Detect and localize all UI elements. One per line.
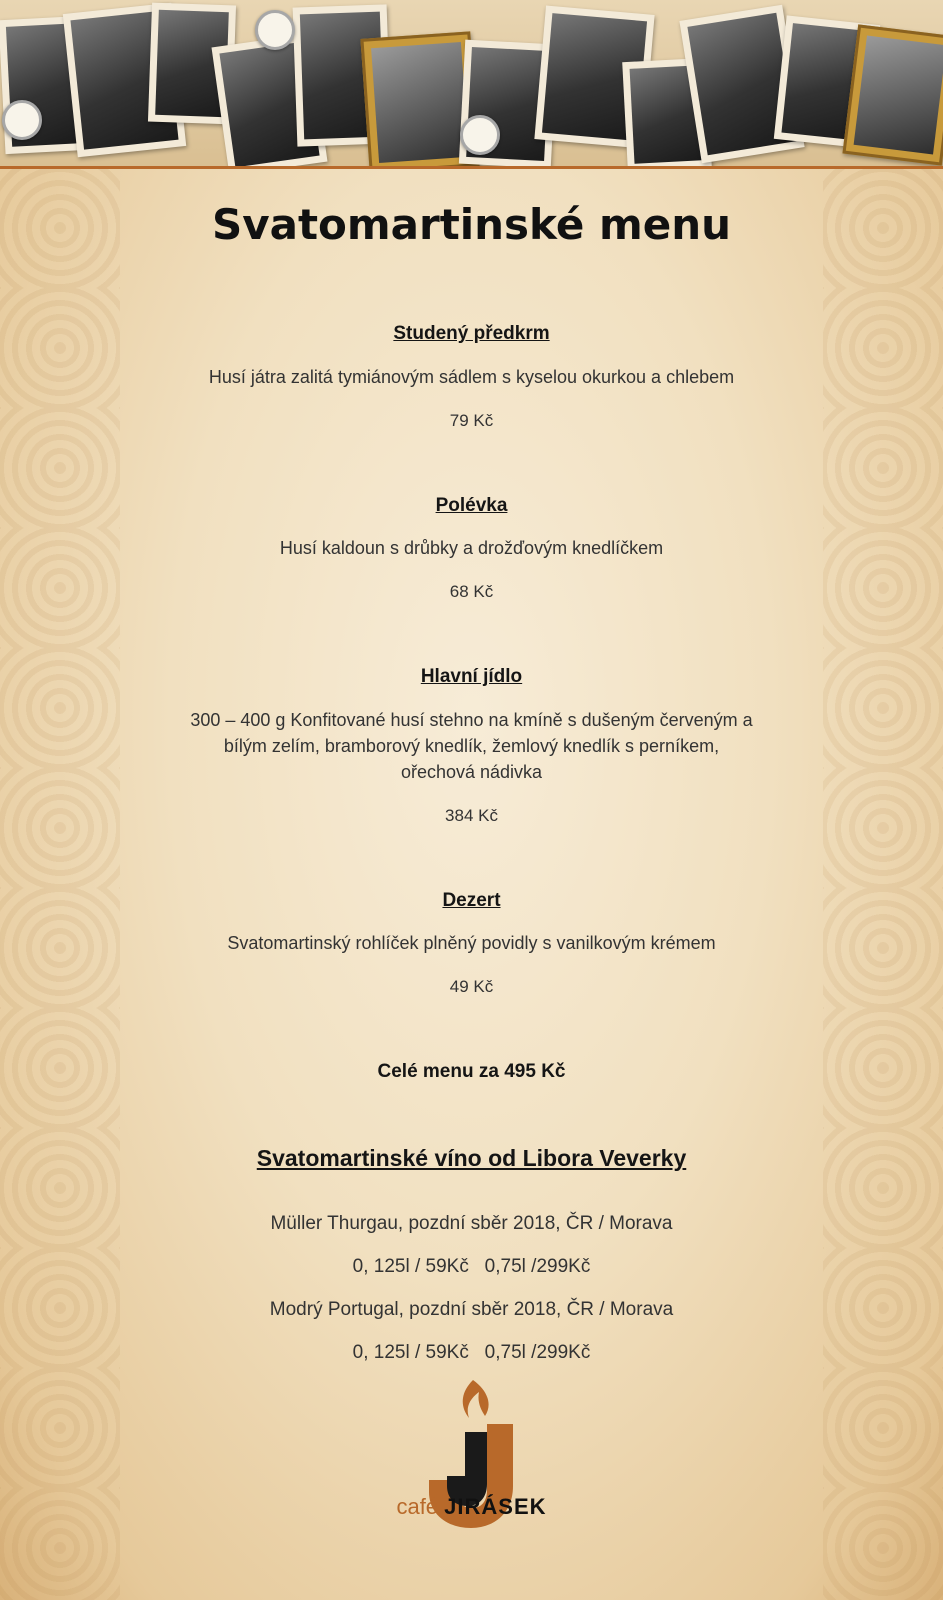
course-description-soup: Husí kaldoun s drůbky a drožďovým knedlíčkem	[279, 538, 664, 558]
pocket-watch-icon	[2, 100, 42, 140]
menu-total-price: Celé menu za 495 Kč	[377, 1061, 566, 1082]
wine-section-heading: Svatomartinské víno od Libora Veverky	[256, 1145, 687, 1171]
logo-wordmark	[0, 1494, 943, 1520]
course-description-main-line: ořechová nádivka	[400, 762, 543, 782]
course-description-main-line: bílým zelím, bramborový knedlík, žemlový knedlík s perníkem,	[223, 736, 720, 756]
course-heading-dessert: Dezert	[442, 890, 501, 911]
wine-line: Müller Thurgau, pozdní sběr 2018, ČR / Morava	[270, 1213, 673, 1234]
wine-price-line: 0, 125l / 59Kč 0,75l /299Kč	[352, 1342, 591, 1363]
course-price-soup: 68 Kč	[449, 582, 494, 601]
course-heading-main: Hlavní jídlo	[420, 666, 523, 687]
framed-portrait	[842, 24, 943, 165]
course-heading-starter: Studený předkrm	[393, 323, 550, 344]
pocket-watch-icon	[460, 115, 500, 155]
wine-line: Modrý Portugal, pozdní sběr 2018, ČR / Morava	[269, 1299, 674, 1320]
wine-price-line: 0, 125l / 59Kč 0,75l /299Kč	[352, 1256, 591, 1277]
course-price-starter: 79 Kč	[449, 411, 494, 430]
course-description-main-line: 300 – 400 g Konfitované husí stehno na kmíně s dušeným červeným a	[190, 710, 753, 730]
header-photo-collage	[0, 0, 943, 169]
course-description-starter: Husí játra zalitá tymiánovým sádlem s kyselou okurkou a chlebem	[208, 367, 735, 387]
logo-name-text: JIRÁSEK	[444, 1494, 547, 1519]
logo-cafe-text: café	[396, 1494, 439, 1519]
course-price-main: 384 Kč	[445, 806, 498, 825]
course-description-dessert: Svatomartinský rohlíček plněný povidly s vanilkovým krémem	[227, 933, 716, 953]
pocket-watch-icon	[255, 10, 295, 50]
page-title: Svatomartinské menu	[211, 200, 732, 249]
course-price-dessert: 49 Kč	[449, 977, 494, 996]
course-heading-soup: Polévka	[435, 495, 508, 516]
